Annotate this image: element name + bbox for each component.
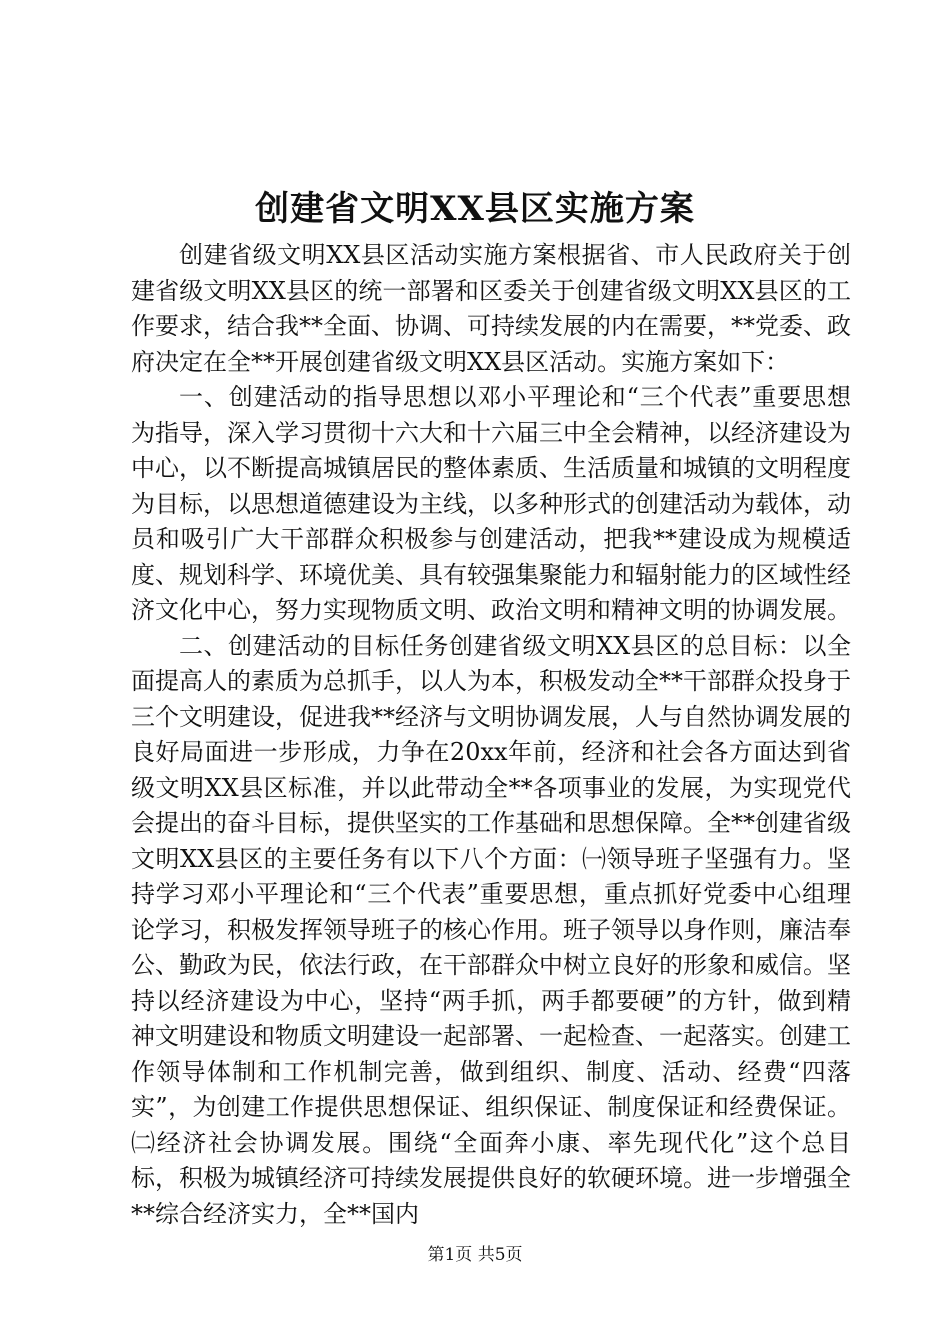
document-title: 创建省文明XX县区实施方案 bbox=[255, 189, 695, 229]
paragraph-goals-tasks: 二、创建活动的目标任务创建省级文明XX县区的总目标：以全面提高人的素质为总抓手，以人为本，积极发动全**干部群众投身于三个文明建设，促进我**经济与文明协调发展，人与自然协调发展的良好局面进一步形成，力争在20xx年前，经济和社会各方面达到省级文明XX县区标准，并以此带动全**各项事业的发展，为实现党代会提出的奋斗目标，提供坚实的工作基础和思想保障。全**创建省级文明XX县区的主要任务有以下八个方面：㈠领导班子坚强有力。坚持学习邓小平理论和“三个代表”重要思想，重点抓好党委中心组理论学习，积极发挥领导班子的核心作用。班子领导以身作则，廉洁奉公、勤政为民，依法行政，在干部群众中树立良好的形象和威信。坚持以经济建设为中心，坚持“两手抓，两手都要硬”的方针，做到精神文明建设和物质文明建设一起部署、一起检查、一起落实。创建工作领导体制和工作机制完善，做到组织、制度、活动、经费“四落实”，为创建工作提供思想保证、组织保证、制度保证和经费保证。㈡经济社会协调发展。围绕“全面奔小康、率先现代化”这个总目标，积极为城镇经济可持续发展提供良好的软硬环境。进一步增强全**综合经济实力，全**国内 bbox=[131, 631, 851, 1228]
paragraph-guiding-thought: 一、创建活动的指导思想以邓小平理论和“三个代表”重要思想为指导，深入学习贯彻十六大和十六届三中全会精神，以经济建设为中心，以不断提高城镇居民的整体素质、生活质量和城镇的文明程度为目标，以思想道德建设为主线，以多种形式的创建活动为载体，动员和吸引广大干部群众积极参与创建活动，把我**建设成为规模适度、规划科学、环境优美、具有较强集聚能力和辐射能力的区域性经济文化中心，努力实现物质文明、政治文明和精神文明的协调发展。 bbox=[131, 383, 851, 624]
page-number-footer: 第1页 共5页 bbox=[427, 1245, 523, 1265]
document-body bbox=[131, 238, 851, 1232]
paragraph-intro: 创建省级文明XX县区活动实施方案根据省、市人民政府关于创建省级文明XX县区的统一部署和区委关于创建省级文明XX县区的工作要求，结合我**全面、协调、可持续发展的内在需要，**党委、政府决定在全**开展创建省级文明XX县区活动。实施方案如下： bbox=[131, 241, 851, 376]
